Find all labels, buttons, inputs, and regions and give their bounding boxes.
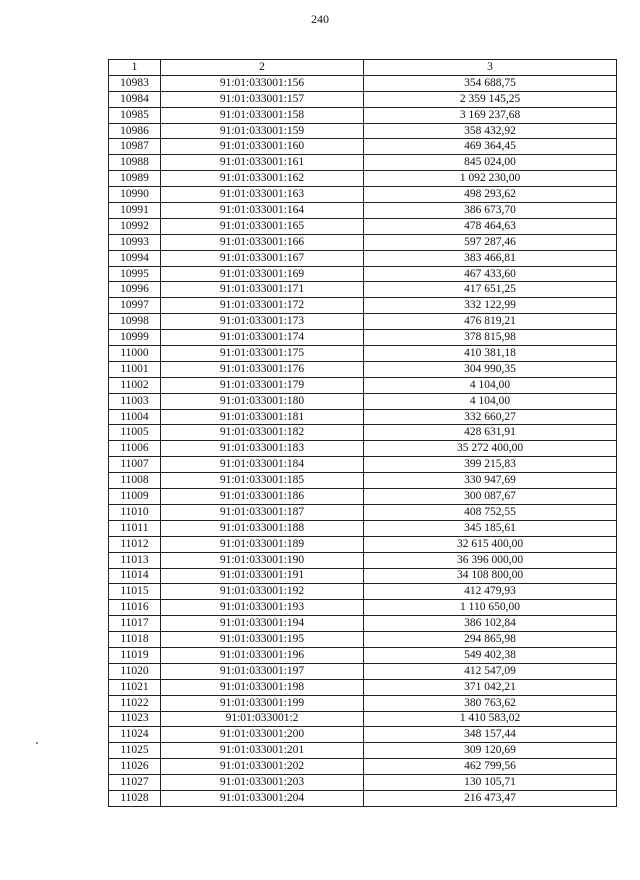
row-number-cell: 11008 xyxy=(109,473,161,489)
cadastral-number-cell: 91:01:033001:2 xyxy=(161,711,364,727)
cadastral-value-cell: 399 215,83 xyxy=(364,457,617,473)
table-row xyxy=(109,775,617,791)
cadastral-value-cell: 412 479,93 xyxy=(364,584,617,600)
cadastral-value-cell: 4 104,00 xyxy=(364,377,617,393)
table-row xyxy=(109,314,617,330)
table-row xyxy=(109,679,617,695)
row-number-cell: 11011 xyxy=(109,520,161,536)
table-row xyxy=(109,123,617,139)
table-row xyxy=(109,187,617,203)
cadastral-number-cell: 91:01:033001:167 xyxy=(161,250,364,266)
cadastral-value-cell: 345 185,61 xyxy=(364,520,617,536)
page-number: 240 xyxy=(311,12,329,26)
cadastral-value-cell: 300 087,67 xyxy=(364,489,617,505)
column-header-cadastral-number: 2 xyxy=(161,60,364,76)
cadastral-number-cell: 91:01:033001:198 xyxy=(161,679,364,695)
row-number-cell: 10993 xyxy=(109,234,161,250)
cadastral-number-cell: 91:01:033001:201 xyxy=(161,743,364,759)
row-number-cell: 10989 xyxy=(109,171,161,187)
cadastral-number-cell: 91:01:033001:191 xyxy=(161,568,364,584)
table-row xyxy=(109,409,617,425)
cadastral-value-cell: 371 042,21 xyxy=(364,679,617,695)
table-row xyxy=(109,711,617,727)
cadastral-number-cell: 91:01:033001:193 xyxy=(161,600,364,616)
table-row xyxy=(109,552,617,568)
row-number-cell: 11024 xyxy=(109,727,161,743)
table-row xyxy=(109,203,617,219)
cadastral-value-cell: 32 615 400,00 xyxy=(364,536,617,552)
cadastral-number-cell: 91:01:033001:192 xyxy=(161,584,364,600)
cadastral-number-cell: 91:01:033001:202 xyxy=(161,759,364,775)
cadastral-value-cell: 358 432,92 xyxy=(364,123,617,139)
table-row xyxy=(109,504,617,520)
table-row xyxy=(109,107,617,123)
cadastral-number-cell: 91:01:033001:173 xyxy=(161,314,364,330)
row-number-cell: 11018 xyxy=(109,632,161,648)
cadastral-number-cell: 91:01:033001:204 xyxy=(161,790,364,806)
row-number-cell: 10992 xyxy=(109,218,161,234)
row-number-cell: 10995 xyxy=(109,266,161,282)
table-row xyxy=(109,727,617,743)
cadastral-value-cell: 498 293,62 xyxy=(364,187,617,203)
table-row xyxy=(109,330,617,346)
cadastral-value-cell: 332 122,99 xyxy=(364,298,617,314)
cadastral-number-cell: 91:01:033001:166 xyxy=(161,234,364,250)
table-row xyxy=(109,568,617,584)
row-number-cell: 10997 xyxy=(109,298,161,314)
cadastral-value-cell: 216 473,47 xyxy=(364,790,617,806)
cadastral-number-cell: 91:01:033001:176 xyxy=(161,361,364,377)
cadastral-number-cell: 91:01:033001:183 xyxy=(161,441,364,457)
row-number-cell: 11009 xyxy=(109,489,161,505)
cadastral-number-cell: 91:01:033001:169 xyxy=(161,266,364,282)
table-row xyxy=(109,266,617,282)
cadastral-number-cell: 91:01:033001:186 xyxy=(161,489,364,505)
row-number-cell: 11004 xyxy=(109,409,161,425)
table-row xyxy=(109,695,617,711)
row-number-cell: 10996 xyxy=(109,282,161,298)
cadastral-value-cell: 549 402,38 xyxy=(364,647,617,663)
row-number-cell: 10986 xyxy=(109,123,161,139)
cadastral-value-cell: 428 631,91 xyxy=(364,425,617,441)
column-header-value: 3 xyxy=(364,60,617,76)
table-row xyxy=(109,218,617,234)
row-number-cell: 11002 xyxy=(109,377,161,393)
cadastral-number-cell: 91:01:033001:161 xyxy=(161,155,364,171)
table-row xyxy=(109,91,617,107)
cadastral-value-cell: 1 410 583,02 xyxy=(364,711,617,727)
table-row xyxy=(109,743,617,759)
cadastral-value-cell: 348 157,44 xyxy=(364,727,617,743)
cadastral-number-cell: 91:01:033001:182 xyxy=(161,425,364,441)
cadastral-value-cell: 478 464,63 xyxy=(364,218,617,234)
table-row xyxy=(109,600,617,616)
table-row xyxy=(109,377,617,393)
row-number-cell: 10985 xyxy=(109,107,161,123)
table-row xyxy=(109,361,617,377)
cadastral-value-cell: 130 105,71 xyxy=(364,775,617,791)
cadastral-value-cell: 4 104,00 xyxy=(364,393,617,409)
table-row xyxy=(109,282,617,298)
cadastral-number-cell: 91:01:033001:174 xyxy=(161,330,364,346)
cadastral-number-cell: 91:01:033001:162 xyxy=(161,171,364,187)
table-row xyxy=(109,584,617,600)
cadastral-number-cell: 91:01:033001:190 xyxy=(161,552,364,568)
row-number-cell: 11015 xyxy=(109,584,161,600)
row-number-cell: 10991 xyxy=(109,203,161,219)
table-row xyxy=(109,250,617,266)
table-row xyxy=(109,234,617,250)
cadastral-value-cell: 386 102,84 xyxy=(364,616,617,632)
row-number-cell: 11014 xyxy=(109,568,161,584)
cadastral-value-cell: 845 024,00 xyxy=(364,155,617,171)
row-number-cell: 11027 xyxy=(109,775,161,791)
cadastral-value-cell: 354 688,75 xyxy=(364,75,617,91)
cadastral-number-cell: 91:01:033001:197 xyxy=(161,663,364,679)
row-number-cell: 11006 xyxy=(109,441,161,457)
table-row xyxy=(109,441,617,457)
cadastral-value-cell: 1 110 650,00 xyxy=(364,600,617,616)
table-row xyxy=(109,393,617,409)
cadastral-value-cell: 34 108 800,00 xyxy=(364,568,617,584)
cadastral-value-cell: 383 466,81 xyxy=(364,250,617,266)
row-number-cell: 11028 xyxy=(109,790,161,806)
cadastral-value-cell: 408 752,55 xyxy=(364,504,617,520)
table-row xyxy=(109,346,617,362)
row-number-cell: 10998 xyxy=(109,314,161,330)
cadastral-number-cell: 91:01:033001:196 xyxy=(161,647,364,663)
cadastral-number-cell: 91:01:033001:157 xyxy=(161,91,364,107)
row-number-cell: 10987 xyxy=(109,139,161,155)
cadastral-value-cell: 462 799,56 xyxy=(364,759,617,775)
row-number-cell: 11012 xyxy=(109,536,161,552)
cadastral-value-cell: 294 865,98 xyxy=(364,632,617,648)
cadastral-value-cell: 417 651,25 xyxy=(364,282,617,298)
cadastral-value-cell: 386 673,70 xyxy=(364,203,617,219)
cadastral-number-cell: 91:01:033001:158 xyxy=(161,107,364,123)
cadastral-number-cell: 91:01:033001:184 xyxy=(161,457,364,473)
table-row xyxy=(109,473,617,489)
cadastral-value-cell: 476 819,21 xyxy=(364,314,617,330)
row-number-cell: 10990 xyxy=(109,187,161,203)
cadastral-number-cell: 91:01:033001:200 xyxy=(161,727,364,743)
cadastral-number-cell: 91:01:033001:160 xyxy=(161,139,364,155)
table-row xyxy=(109,632,617,648)
table-row xyxy=(109,171,617,187)
cadastral-value-cell: 380 763,62 xyxy=(364,695,617,711)
cadastral-number-cell: 91:01:033001:181 xyxy=(161,409,364,425)
table-row xyxy=(109,155,617,171)
cadastral-number-cell: 91:01:033001:175 xyxy=(161,346,364,362)
row-number-cell: 11007 xyxy=(109,457,161,473)
row-number-cell: 11016 xyxy=(109,600,161,616)
row-number-cell: 11000 xyxy=(109,346,161,362)
table-row xyxy=(109,616,617,632)
cadastral-value-cell: 410 381,18 xyxy=(364,346,617,362)
table-row xyxy=(109,425,617,441)
cadastral-number-cell: 91:01:033001:172 xyxy=(161,298,364,314)
row-number-cell: 11025 xyxy=(109,743,161,759)
table-row xyxy=(109,663,617,679)
table-row xyxy=(109,75,617,91)
row-number-cell: 11017 xyxy=(109,616,161,632)
cadastral-number-cell: 91:01:033001:159 xyxy=(161,123,364,139)
cadastral-number-cell: 91:01:033001:163 xyxy=(161,187,364,203)
cadastral-value-cell: 467 433,60 xyxy=(364,266,617,282)
row-number-cell: 11022 xyxy=(109,695,161,711)
cadastral-value-cell: 35 272 400,00 xyxy=(364,441,617,457)
cadastral-value-cell: 469 364,45 xyxy=(364,139,617,155)
cadastral-number-cell: 91:01:033001:199 xyxy=(161,695,364,711)
cadastral-number-cell: 91:01:033001:165 xyxy=(161,218,364,234)
row-number-cell: 10984 xyxy=(109,91,161,107)
row-number-cell: 10988 xyxy=(109,155,161,171)
table-header-row xyxy=(109,60,617,76)
cadastral-number-cell: 91:01:033001:203 xyxy=(161,775,364,791)
row-number-cell: 11003 xyxy=(109,393,161,409)
row-number-cell: 10983 xyxy=(109,75,161,91)
row-number-cell: 11020 xyxy=(109,663,161,679)
cadastral-number-cell: 91:01:033001:179 xyxy=(161,377,364,393)
row-number-cell: 11026 xyxy=(109,759,161,775)
table-row xyxy=(109,298,617,314)
cadastral-value-cell: 36 396 000,00 xyxy=(364,552,617,568)
cadastral-value-cell: 412 547,09 xyxy=(364,663,617,679)
cadastral-number-cell: 91:01:033001:195 xyxy=(161,632,364,648)
row-number-cell: 11005 xyxy=(109,425,161,441)
cadastral-number-cell: 91:01:033001:194 xyxy=(161,616,364,632)
row-number-cell: 11023 xyxy=(109,711,161,727)
row-number-cell: 10999 xyxy=(109,330,161,346)
row-number-cell: 11001 xyxy=(109,361,161,377)
cadastral-value-cell: 309 120,69 xyxy=(364,743,617,759)
table-row xyxy=(109,647,617,663)
row-number-cell: 11010 xyxy=(109,504,161,520)
cadastral-number-cell: 91:01:033001:171 xyxy=(161,282,364,298)
cadastral-value-cell: 597 287,46 xyxy=(364,234,617,250)
cadastral-value-cell: 1 092 230,00 xyxy=(364,171,617,187)
table-row xyxy=(109,759,617,775)
row-number-cell: 10994 xyxy=(109,250,161,266)
cadastral-value-cell: 378 815,98 xyxy=(364,330,617,346)
cadastral-value-cell: 332 660,27 xyxy=(364,409,617,425)
cadastral-number-cell: 91:01:033001:185 xyxy=(161,473,364,489)
cadastral-value-table xyxy=(108,59,617,807)
cadastral-number-cell: 91:01:033001:189 xyxy=(161,536,364,552)
table-body xyxy=(109,75,617,806)
scan-speck xyxy=(36,742,38,744)
row-number-cell: 11013 xyxy=(109,552,161,568)
column-header-number: 1 xyxy=(109,60,161,76)
table-row xyxy=(109,139,617,155)
cadastral-number-cell: 91:01:033001:187 xyxy=(161,504,364,520)
cadastral-value-cell: 2 359 145,25 xyxy=(364,91,617,107)
table-row xyxy=(109,489,617,505)
cadastral-number-cell: 91:01:033001:156 xyxy=(161,75,364,91)
cadastral-number-cell: 91:01:033001:164 xyxy=(161,203,364,219)
cadastral-value-cell: 304 990,35 xyxy=(364,361,617,377)
cadastral-number-cell: 91:01:033001:188 xyxy=(161,520,364,536)
cadastral-value-cell: 330 947,69 xyxy=(364,473,617,489)
row-number-cell: 11021 xyxy=(109,679,161,695)
table-row xyxy=(109,457,617,473)
cadastral-value-cell: 3 169 237,68 xyxy=(364,107,617,123)
row-number-cell: 11019 xyxy=(109,647,161,663)
table-row xyxy=(109,790,617,806)
table-row xyxy=(109,520,617,536)
cadastral-number-cell: 91:01:033001:180 xyxy=(161,393,364,409)
table-row xyxy=(109,536,617,552)
